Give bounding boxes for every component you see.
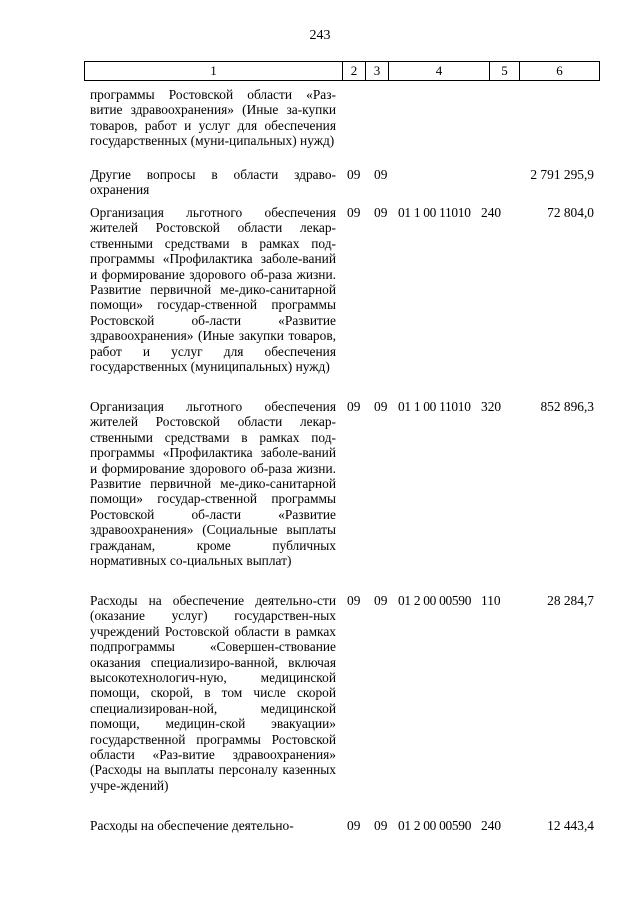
row-amount: 72 804,0 <box>547 205 594 220</box>
row-name: Расходы на обеспечение деятельно- <box>90 818 294 833</box>
row-subsection: 09 <box>374 593 388 608</box>
row-amount: 852 896,3 <box>540 399 594 414</box>
row-subsection: 09 <box>374 399 388 414</box>
row-amount: 2 791 295,9 <box>530 167 594 182</box>
header-col-4: 4 <box>389 62 490 80</box>
row-expense-type: 110 <box>481 593 501 608</box>
row-target-code: 01 2 00 00590 <box>398 593 472 608</box>
row-section: 09 <box>347 818 361 833</box>
row-section: 09 <box>347 205 361 220</box>
row-expense-type: 240 <box>481 818 502 833</box>
row-target-code: 01 2 00 00590 <box>398 818 472 833</box>
row-name: Другие вопросы в области здраво-охранения <box>90 167 336 198</box>
row-name: Организация льготного обеспечения жителей Ростовской области лекар-ственными средствами в рамках под-программы «Профилактика заболе-ваний и формирование здорового об-раза жизни. Развитие первичной ме-дико-санитарной помощи» государ-ственной программы Ростовской об-ласти «Развитие здравоохранения» (Социальные выплаты гражданам, кроме публичных нормативных со-циальных выплат) <box>90 399 336 569</box>
row-section: 09 <box>347 399 361 414</box>
row-subsection: 09 <box>374 167 388 182</box>
table-header <box>84 61 600 81</box>
row-subsection: 09 <box>374 205 388 220</box>
header-col-3: 3 <box>366 62 389 80</box>
header-col-2: 2 <box>343 62 366 80</box>
row-name: Организация льготного обеспечения жителей Ростовской области лекар-ственными средствами в рамках под-программы «Профилактика заболе-ваний и формирование здорового об-раза жизни. Развитие первичной ме-дико-санитарной помощи» государ-ственной программы Ростовской об-ласти «Развитие здравоохранения» (Иные закупки товаров, работ и услуг для обеспечения государственных (муниципальных) нужд) <box>90 205 336 375</box>
row-amount: 12 443,4 <box>547 818 594 833</box>
row-section: 09 <box>347 167 361 182</box>
row-target-code: 01 1 00 11010 <box>398 205 471 220</box>
row-name: Расходы на обеспечение деятельно-сти (оказание услуг) государствен-ных учреждений Ростовской области в рамках подпрограммы «Совершен-ствование оказания специализиро-ванной, включая высокотехнологич-ную, медицинской помощи, скорой, в том числе скорой специализирован-ной, медицинской помощи, медицин-ской эвакуации» государственной программы Ростовской области «Раз-витие здравоохранения» (Расходы на выплаты персоналу казенных учре-ждений) <box>90 593 336 793</box>
header-col-5: 5 <box>490 62 520 80</box>
header-col-6: 6 <box>556 63 563 78</box>
row-name: программы Ростовской области «Раз-витие здравоохранения» (Иные за-купки товаров, работ и услуг для обеспечения государственных (муни-ципальных) нужд) <box>90 87 336 149</box>
row-expense-type: 320 <box>481 399 502 414</box>
row-section: 09 <box>347 593 361 608</box>
header-col-1: 1 <box>85 62 343 80</box>
row-amount: 28 284,7 <box>547 593 594 608</box>
row-expense-type: 240 <box>481 205 502 220</box>
page-number: 243 <box>309 28 331 43</box>
row-subsection: 09 <box>374 818 388 833</box>
row-target-code: 01 1 00 11010 <box>398 399 471 414</box>
